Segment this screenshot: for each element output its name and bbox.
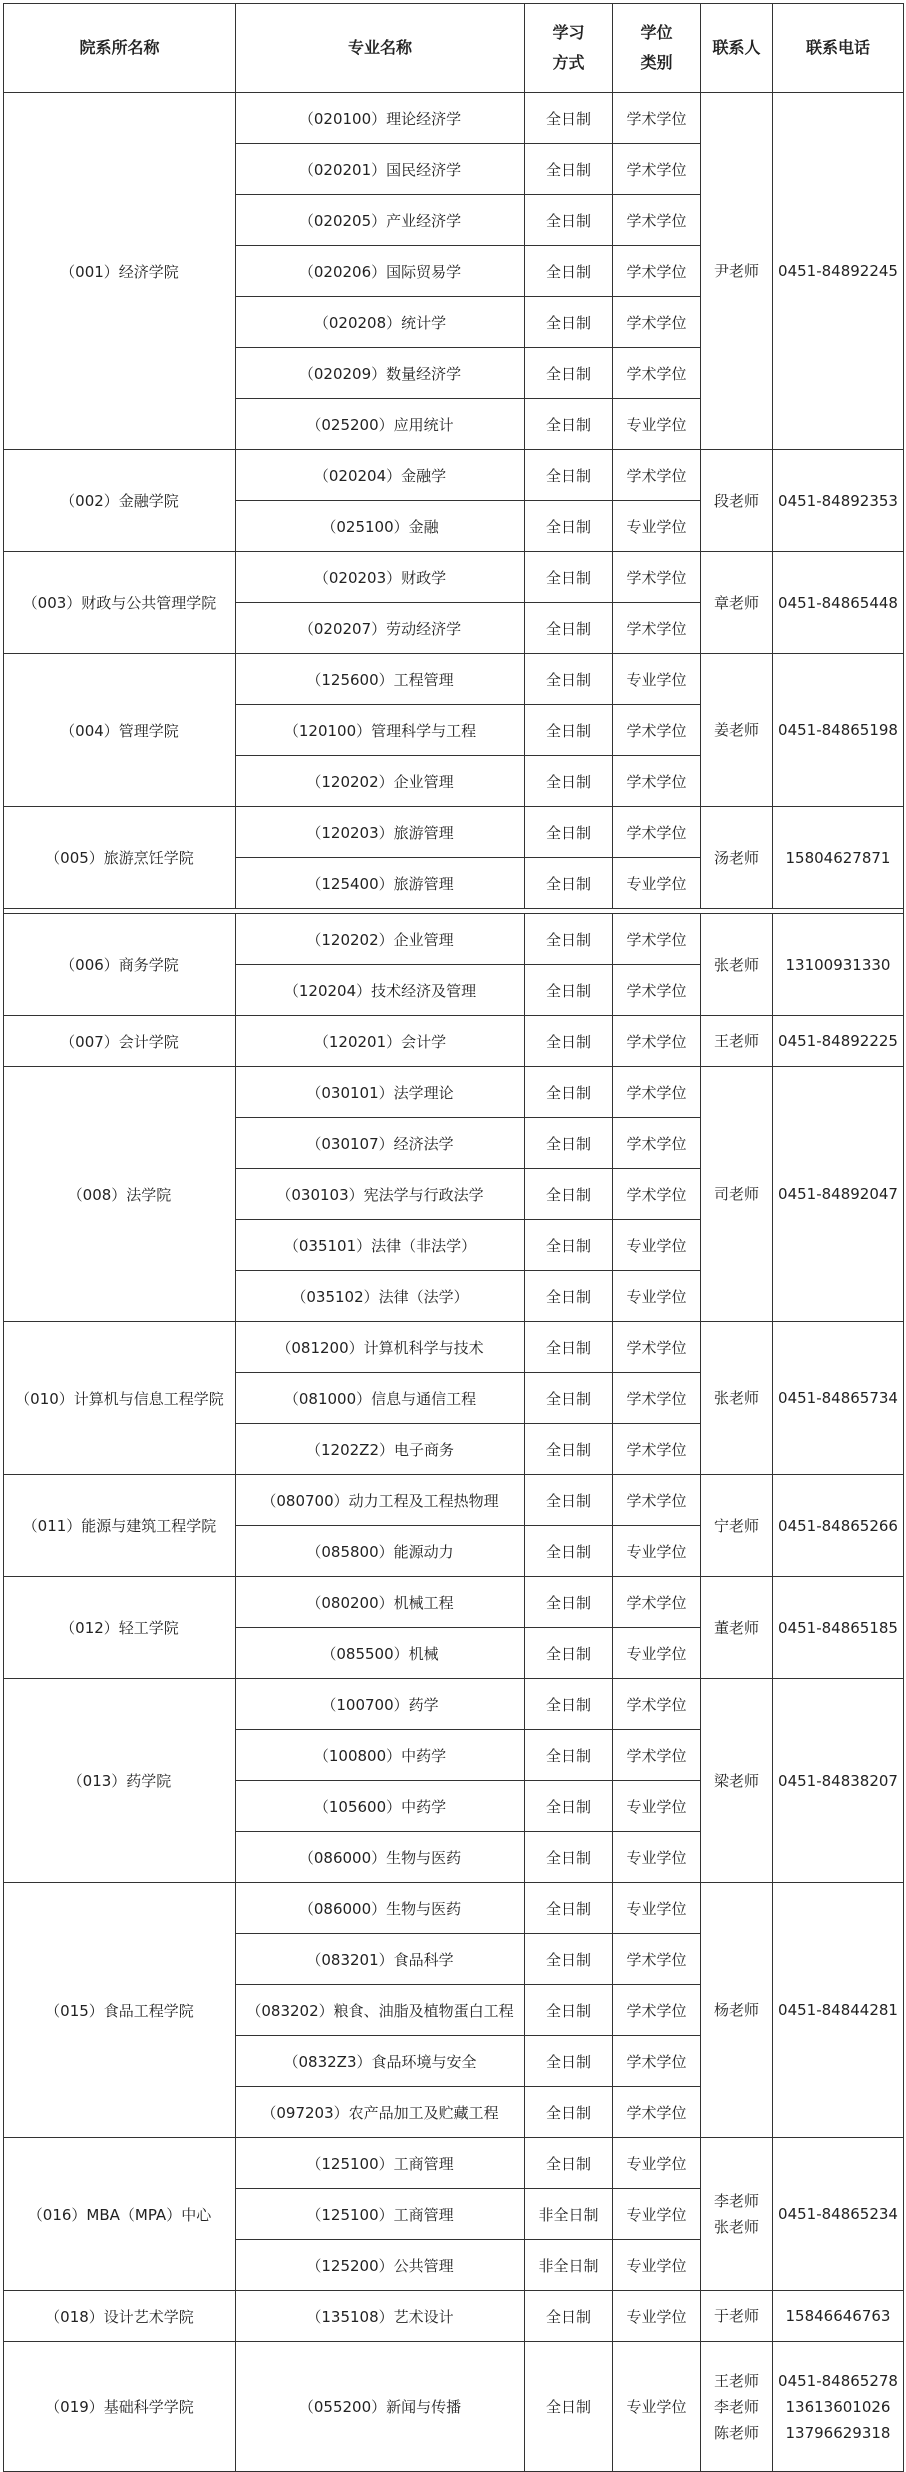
table-row: [4, 93, 904, 144]
contact-name: 张老师: [713, 1389, 759, 1407]
degree-type-cell: 学术学位: [613, 705, 701, 756]
phone-number: 0451-84892047: [778, 1185, 898, 1203]
contact-name: 梁老师: [713, 1771, 759, 1790]
dept-cell: （019）基础科学学院: [4, 2342, 236, 2472]
contact-cell: [701, 1679, 773, 1883]
study-mode-cell: 全日制: [525, 1322, 613, 1373]
phone-cell: [773, 2138, 904, 2291]
major-cell: （081000）信息与通信工程: [236, 1373, 525, 1424]
dept-cell: （004）管理学院: [4, 654, 236, 807]
study-mode-cell: 全日制: [525, 1985, 613, 2036]
degree-type-cell: 专业学位: [613, 2138, 701, 2189]
phone-cell: [773, 1883, 904, 2138]
degree-type-cell: 专业学位: [613, 1883, 701, 1934]
degree-type-cell: 专业学位: [613, 858, 701, 909]
study-mode-cell: 全日制: [525, 1679, 613, 1730]
major-cell: （120203）旅游管理: [236, 807, 525, 858]
major-cell: （105600）中药学: [236, 1781, 525, 1832]
degree-type-cell: 专业学位: [613, 1526, 701, 1577]
degree-type-cell: 专业学位: [613, 2189, 701, 2240]
table-row: [4, 1322, 904, 1373]
major-cell: （080200）机械工程: [236, 1577, 525, 1628]
study-mode-cell: 全日制: [525, 450, 613, 501]
table-header-row: [4, 4, 904, 93]
dept-cell: （011）能源与建筑工程学院: [4, 1475, 236, 1577]
major-cell: （0832Z3）食品环境与安全: [236, 2036, 525, 2087]
degree-type-cell: 学术学位: [613, 1475, 701, 1526]
contact-cell: [701, 914, 773, 1016]
major-cell: （120204）技术经济及管理: [236, 965, 525, 1016]
major-cell: （083202）粮食、油脂及植物蛋白工程: [236, 1985, 525, 2036]
table-row: [4, 552, 904, 603]
major-cell: （030107）经济法学: [236, 1118, 525, 1169]
phone-cell: [773, 1016, 904, 1067]
study-mode-cell: 全日制: [525, 348, 613, 399]
major-cell: （085800）能源动力: [236, 1526, 525, 1577]
major-cell: （020203）财政学: [236, 552, 525, 603]
dept-cell: （016）MBA（MPA）中心: [4, 2138, 236, 2291]
phone-number: 0451-84865234: [778, 2205, 898, 2223]
dept-cell: （010）计算机与信息工程学院: [4, 1322, 236, 1475]
degree-type-cell: 专业学位: [613, 1781, 701, 1832]
phone-number: 13100931330: [785, 955, 891, 974]
degree-type-cell: 学术学位: [613, 246, 701, 297]
major-cell: （030101）法学理论: [236, 1067, 525, 1118]
header-major: 专业名称: [236, 4, 525, 93]
degree-type-cell: 专业学位: [613, 2240, 701, 2291]
study-mode-cell: 全日制: [525, 1577, 613, 1628]
study-mode-cell: 全日制: [525, 1373, 613, 1424]
table-row: [4, 2138, 904, 2189]
degree-type-cell: 学术学位: [613, 195, 701, 246]
phone-number: 0451-84865278: [778, 2371, 898, 2390]
dept-cell: （013）药学院: [4, 1679, 236, 1883]
degree-type-cell: 学术学位: [613, 1424, 701, 1475]
contact-name: 尹老师: [713, 262, 759, 280]
study-mode-cell: 全日制: [525, 965, 613, 1016]
study-mode-cell: 全日制: [525, 1016, 613, 1067]
degree-type-cell: 专业学位: [613, 501, 701, 552]
study-mode-cell: 全日制: [525, 807, 613, 858]
study-mode-cell: 全日制: [525, 1781, 613, 1832]
contact-name: 陈老师: [713, 2423, 759, 2442]
phone-number: 0451-84892225: [778, 1032, 898, 1050]
header-study-mode: [525, 4, 613, 93]
table-row: [4, 1679, 904, 1730]
major-cell: （025200）应用统计: [236, 399, 525, 450]
study-mode-cell: 全日制: [525, 654, 613, 705]
dept-cell: （015）食品工程学院: [4, 1883, 236, 2138]
degree-type-cell: 学术学位: [613, 93, 701, 144]
phone-number: 13796629318: [785, 2423, 891, 2442]
study-mode-cell: 全日制: [525, 195, 613, 246]
contact-name: 章老师: [713, 593, 759, 612]
header-dept: 院系所名称: [4, 4, 236, 93]
contact-cell: [701, 1322, 773, 1475]
header-phone: 联系电话: [773, 4, 904, 93]
major-cell: （083201）食品科学: [236, 1934, 525, 1985]
study-mode-cell: 全日制: [525, 2087, 613, 2138]
phone-number: 0451-84865198: [778, 721, 898, 739]
study-mode-cell: 全日制: [525, 914, 613, 965]
degree-type-cell: 学术学位: [613, 1985, 701, 2036]
phone-number: 0451-84865266: [778, 1516, 898, 1535]
major-cell: （100800）中药学: [236, 1730, 525, 1781]
major-cell: （020100）理论经济学: [236, 93, 525, 144]
degree-type-cell: 学术学位: [613, 144, 701, 195]
contact-cell: [701, 2291, 773, 2342]
table-row: [4, 1475, 904, 1526]
phone-number: 0451-84865448: [778, 593, 898, 612]
contact-cell: [701, 807, 773, 909]
major-cell: （125100）工商管理: [236, 2189, 525, 2240]
study-mode-cell: 全日制: [525, 2291, 613, 2342]
degree-type-cell: 学术学位: [613, 2087, 701, 2138]
study-mode-cell: 全日制: [525, 1526, 613, 1577]
study-mode-cell: 全日制: [525, 552, 613, 603]
degree-type-cell: 专业学位: [613, 1271, 701, 1322]
major-cell: （120201）会计学: [236, 1016, 525, 1067]
table-row: [4, 2291, 904, 2342]
contact-name: 李老师: [713, 2397, 759, 2416]
major-cell: （125200）公共管理: [236, 2240, 525, 2291]
study-mode-cell: 全日制: [525, 2138, 613, 2189]
degree-type-cell: 专业学位: [613, 1628, 701, 1679]
contact-name: 司老师: [713, 1185, 759, 1203]
study-mode-cell: 全日制: [525, 1067, 613, 1118]
contact-name: 宁老师: [713, 1516, 759, 1535]
major-cell: （020204）金融学: [236, 450, 525, 501]
header-degree-type: [613, 4, 701, 93]
phone-number: 0451-84838207: [778, 1771, 898, 1790]
major-cell: （025100）金融: [236, 501, 525, 552]
degree-type-cell: 学术学位: [613, 807, 701, 858]
contact-cell: [701, 1577, 773, 1679]
contact-name: 王老师: [713, 2371, 759, 2390]
study-mode-cell: 全日制: [525, 1118, 613, 1169]
contact-cell: [701, 1016, 773, 1067]
study-mode-cell: 全日制: [525, 1628, 613, 1679]
contact-cell: [701, 93, 773, 450]
study-mode-cell: 全日制: [525, 1730, 613, 1781]
table-row: [4, 1016, 904, 1067]
contact-name: 张老师: [713, 2218, 759, 2236]
phone-number: 0451-84892353: [778, 491, 898, 510]
contact-cell: [701, 552, 773, 654]
table-row: [4, 2342, 904, 2472]
major-cell: （020207）劳动经济学: [236, 603, 525, 654]
dept-cell: （008）法学院: [4, 1067, 236, 1322]
study-mode-cell: 全日制: [525, 1169, 613, 1220]
degree-type-cell: 学术学位: [613, 603, 701, 654]
contact-cell: [701, 1067, 773, 1322]
study-mode-cell: 全日制: [525, 603, 613, 654]
header-study-mode-line1: 学习: [552, 23, 585, 42]
study-mode-cell: 全日制: [525, 756, 613, 807]
major-cell: （020209）数量经济学: [236, 348, 525, 399]
major-cell: （125100）工商管理: [236, 2138, 525, 2189]
phone-number: 15846646763: [785, 2307, 891, 2325]
study-mode-cell: 全日制: [525, 1271, 613, 1322]
major-cell: （020201）国民经济学: [236, 144, 525, 195]
study-mode-cell: 全日制: [525, 246, 613, 297]
major-cell: （135108）艺术设计: [236, 2291, 525, 2342]
dept-cell: （018）设计艺术学院: [4, 2291, 236, 2342]
major-cell: （081200）计算机科学与技术: [236, 1322, 525, 1373]
degree-type-cell: 学术学位: [613, 2036, 701, 2087]
degree-type-cell: 学术学位: [613, 1373, 701, 1424]
major-cell: （125600）工程管理: [236, 654, 525, 705]
major-cell: （1202Z2）电子商务: [236, 1424, 525, 1475]
study-mode-cell: 非全日制: [525, 2240, 613, 2291]
dept-cell: （007）会计学院: [4, 1016, 236, 1067]
contact-name: 姜老师: [713, 721, 759, 739]
degree-type-cell: 学术学位: [613, 1118, 701, 1169]
phone-cell: [773, 552, 904, 654]
contact-name: 王老师: [713, 1032, 759, 1050]
dept-cell: （003）财政与公共管理学院: [4, 552, 236, 654]
major-cell: （035102）法律（法学）: [236, 1271, 525, 1322]
dept-cell: （006）商务学院: [4, 914, 236, 1016]
study-mode-cell: 全日制: [525, 2342, 613, 2472]
contact-cell: [701, 450, 773, 552]
study-mode-cell: 全日制: [525, 501, 613, 552]
contact-name: 张老师: [713, 955, 759, 974]
dept-cell: （012）轻工学院: [4, 1577, 236, 1679]
phone-number: 0451-84865185: [778, 1618, 898, 1637]
study-mode-cell: 全日制: [525, 144, 613, 195]
phone-cell: [773, 807, 904, 909]
phone-cell: [773, 914, 904, 1016]
major-cell: （020208）统计学: [236, 297, 525, 348]
degree-type-cell: 专业学位: [613, 2291, 701, 2342]
major-cell: （030103）宪法学与行政法学: [236, 1169, 525, 1220]
degree-type-cell: 专业学位: [613, 399, 701, 450]
contact-name: 段老师: [713, 491, 759, 510]
header-study-mode-line2: 方式: [552, 53, 585, 72]
table-row: [4, 1577, 904, 1628]
major-cell: （097203）农产品加工及贮藏工程: [236, 2087, 525, 2138]
phone-cell: [773, 450, 904, 552]
phone-cell: [773, 654, 904, 807]
dept-cell: （005）旅游烹饪学院: [4, 807, 236, 909]
header-contact: 联系人: [701, 4, 773, 93]
study-mode-cell: 全日制: [525, 858, 613, 909]
table-row: [4, 914, 904, 965]
study-mode-cell: 全日制: [525, 1883, 613, 1934]
study-mode-cell: 全日制: [525, 1475, 613, 1526]
degree-type-cell: 专业学位: [613, 1220, 701, 1271]
phone-number: 13613601026: [785, 2397, 891, 2416]
major-cell: （080700）动力工程及工程热物理: [236, 1475, 525, 1526]
degree-type-cell: 学术学位: [613, 1016, 701, 1067]
degree-type-cell: 学术学位: [613, 1577, 701, 1628]
degree-type-cell: 学术学位: [613, 552, 701, 603]
header-degree-type-line2: 类别: [640, 53, 673, 72]
phone-cell: [773, 1679, 904, 1883]
degree-type-cell: 专业学位: [613, 2342, 701, 2472]
degree-type-cell: 学术学位: [613, 914, 701, 965]
phone-number: 0451-84844281: [778, 2001, 898, 2019]
major-cell: （100700）药学: [236, 1679, 525, 1730]
study-mode-cell: 全日制: [525, 1424, 613, 1475]
major-cell: （120100）管理科学与工程: [236, 705, 525, 756]
study-mode-cell: 全日制: [525, 705, 613, 756]
header-degree-type-line1: 学位: [640, 23, 673, 42]
table-row: [4, 450, 904, 501]
degree-type-cell: 学术学位: [613, 1322, 701, 1373]
phone-number: 0451-84892245: [778, 262, 898, 280]
phone-cell: [773, 1067, 904, 1322]
major-cell: （055200）新闻与传播: [236, 2342, 525, 2472]
dept-cell: （002）金融学院: [4, 450, 236, 552]
degree-type-cell: 学术学位: [613, 965, 701, 1016]
phone-cell: [773, 1322, 904, 1475]
degree-type-cell: 学术学位: [613, 1730, 701, 1781]
degree-type-cell: 学术学位: [613, 1934, 701, 1985]
study-mode-cell: 非全日制: [525, 2189, 613, 2240]
dept-cell: （001）经济学院: [4, 93, 236, 450]
study-mode-cell: 全日制: [525, 2036, 613, 2087]
phone-cell: [773, 2342, 904, 2472]
contact-cell: [701, 654, 773, 807]
phone-number: 15804627871: [785, 848, 891, 867]
study-mode-cell: 全日制: [525, 399, 613, 450]
contact-name: 李老师: [713, 2192, 759, 2210]
degree-type-cell: 学术学位: [613, 348, 701, 399]
contact-name: 杨老师: [713, 2001, 759, 2019]
contact-cell: [701, 1883, 773, 2138]
major-cell: （120202）企业管理: [236, 756, 525, 807]
table-body: [4, 4, 904, 2472]
study-mode-cell: 全日制: [525, 1220, 613, 1271]
degree-type-cell: 学术学位: [613, 1679, 701, 1730]
phone-cell: [773, 2291, 904, 2342]
degree-type-cell: 学术学位: [613, 297, 701, 348]
phone-number: 0451-84865734: [778, 1389, 898, 1407]
contact-cell: [701, 2342, 773, 2472]
degree-type-cell: 专业学位: [613, 1832, 701, 1883]
study-mode-cell: 全日制: [525, 1934, 613, 1985]
major-cell: （035101）法律（非法学）: [236, 1220, 525, 1271]
degree-type-cell: 学术学位: [613, 1169, 701, 1220]
table-row: [4, 1067, 904, 1118]
major-cell: （020205）产业经济学: [236, 195, 525, 246]
table-row: [4, 1883, 904, 1934]
major-cell: （020206）国际贸易学: [236, 246, 525, 297]
contact-name: 汤老师: [713, 848, 759, 867]
degree-type-cell: 学术学位: [613, 756, 701, 807]
contact-cell: [701, 2138, 773, 2291]
contact-cell: [701, 1475, 773, 1577]
degree-type-cell: 学术学位: [613, 450, 701, 501]
phone-cell: [773, 1475, 904, 1577]
study-mode-cell: 全日制: [525, 1832, 613, 1883]
table-row: [4, 654, 904, 705]
phone-cell: [773, 1577, 904, 1679]
degree-type-cell: 学术学位: [613, 1067, 701, 1118]
degree-type-cell: 专业学位: [613, 654, 701, 705]
major-cell: （086000）生物与医药: [236, 1832, 525, 1883]
table-row: [4, 807, 904, 858]
study-mode-cell: 全日制: [525, 297, 613, 348]
program-contact-table: [3, 3, 904, 2472]
phone-cell: [773, 93, 904, 450]
contact-name: 于老师: [713, 2307, 759, 2325]
contact-name: 董老师: [713, 1618, 759, 1637]
major-cell: （120202）企业管理: [236, 914, 525, 965]
major-cell: （085500）机械: [236, 1628, 525, 1679]
major-cell: （086000）生物与医药: [236, 1883, 525, 1934]
study-mode-cell: 全日制: [525, 93, 613, 144]
major-cell: （125400）旅游管理: [236, 858, 525, 909]
